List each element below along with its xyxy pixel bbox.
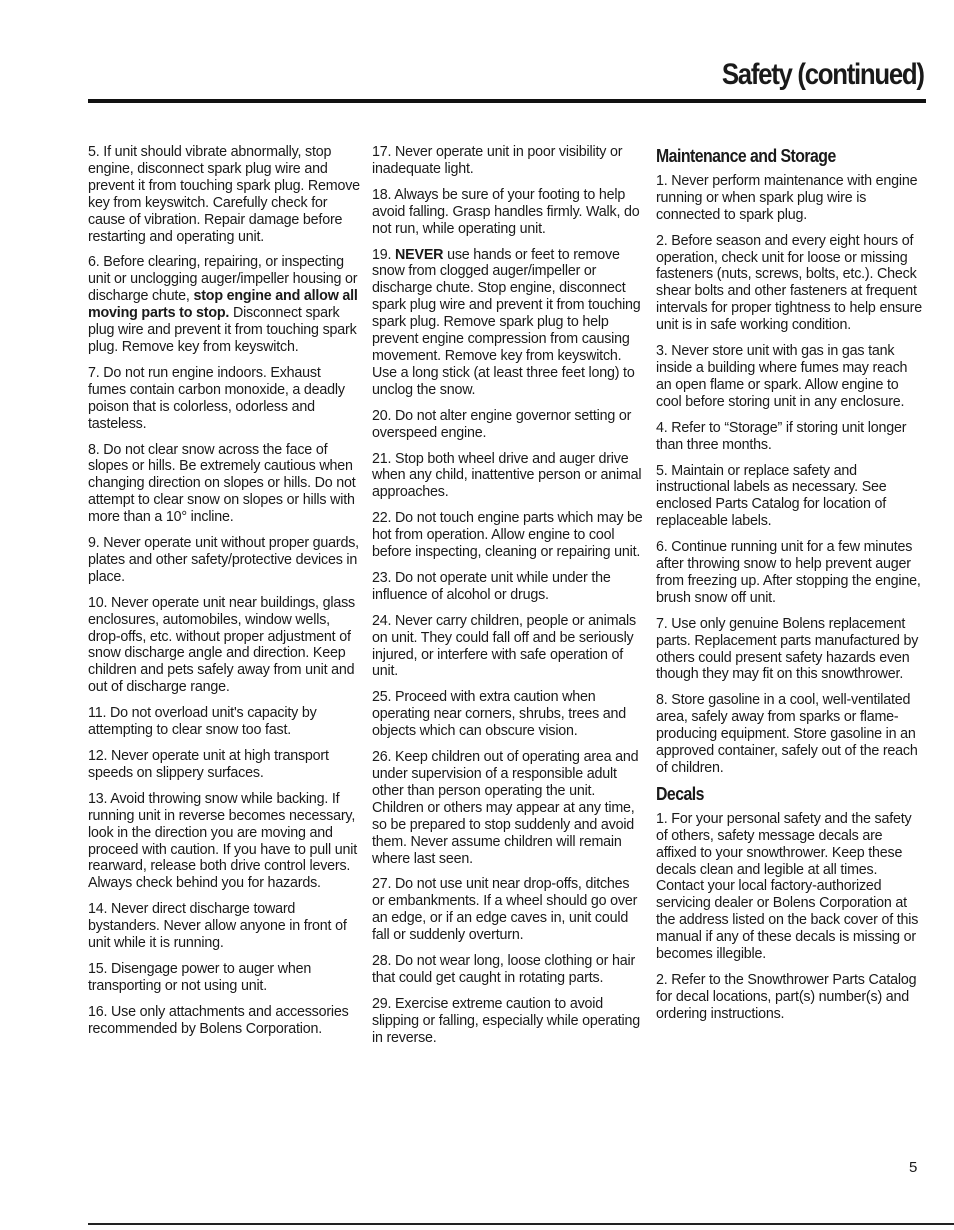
safety-item-14: 14. Never direct discharge toward bystanders. Never allow anyone in front of unit while it is running. [88,901,347,952]
maintenance-item-6: 6. Continue running unit for a few minutes after throwing snow to help prevent auger from freezing up. After stopping the engine, brush snow off unit. [656,539,921,606]
safety-item-8: 8. Do not clear snow across the face of slopes or hills. Be extremely cautious when changing direction on slopes or hills. Do not attempt to clear snow on slopes or hills with more than a 10° incline. [88,441,356,526]
safety-item-23: 23. Do not operate unit while under the influence of alcohol or drugs. [372,569,611,603]
maintenance-item-2: 2. Before season and every eight hours of operation, check unit for loose or missing fasteners (nuts, screws, bolts, etc.). Check shear bolts and other fasteners at frequent intervals for proper tightness to help ensure unit is in safe working condition. [656,232,922,334]
maintenance-item-4: 4. Refer to “Storage” if storing unit longer than three months. [656,419,907,453]
maintenance-item-7: 7. Use only genuine Bolens replacement parts. Replacement parts manufactured by others could present safety hazards even though they may fit on this snowthrower. [656,615,919,683]
decals-heading: Decals [656,783,704,804]
maintenance-item-5: 5. Maintain or replace safety and instructional labels as necessary. See enclosed Parts Catalog for location of replaceable labels. [656,462,887,530]
page-title: Safety (continued) [722,58,924,91]
safety-item-28: 28. Do not wear long, loose clothing or hair that could get caught in rotating parts. [372,953,636,986]
safety-item-19: 19. NEVER use hands or feet to remove snow from clogged auger/impeller or discharge chute. Stop engine, disconnect spark plug wire and prevent it from touching spark plug. Remove spark plug to help prevent engine compression from causing movement. Remove key from keyswitch. Use a long stick (at least three feet long) to unclog the snow. [372,246,641,398]
column-2 [372,144,644,1056]
safety-item-5: 5. If unit should vibrate abnormally, stop engine, disconnect spark plug wire and prevent it from touching spark plug. Remove key from keyswitch. Carefully check for cause of vibration. Repair damage before restarting and operating unit. [88,144,360,245]
decals-item-2: 2. Refer to the Snowthrower Parts Catalog for decal locations, part(s) number(s) and ordering instructions. [656,971,917,1022]
safety-item-20: 20. Do not alter engine governor setting or overspeed engine. [372,407,632,441]
safety-item-6: 6. Before clearing, repairing, or inspecting unit or unclogging auger/impeller housing or discharge chute, stop engine and allow all moving parts to stop. Disconnect spark plug wire and prevent it from touching spark plug. Remove key from keyswitch. [88,254,358,355]
safety-item-12: 12. Never operate unit at high transport speeds on slippery surfaces. [88,748,329,781]
maintenance-heading: Maintenance and Storage [656,146,836,166]
safety-item-25: 25. Proceed with extra caution when operating near corners, shrubs, trees and objects which can obscure vision. [372,689,627,740]
safety-item-15: 15. Disengage power to auger when transporting or not using unit. [88,960,312,994]
safety-item-22: 22. Do not touch engine parts which may be hot from operation. Allow engine to cool before inspecting, cleaning or repairing unit. [372,510,643,561]
maintenance-item-1: 1. Never perform maintenance with engine running or when spark plug wire is connected to spark plug. [656,172,918,223]
safety-item-10: 10. Never operate unit near buildings, glass enclosures, automobiles, window wells, drop-offs, etc. without proper adjustment of snow discharge angle and direction. Keep children and pets safely away from unit and out of discharge range. [88,594,355,696]
safety-item-7: 7. Do not run engine indoors. Exhaust fumes contain carbon monoxide, a deadly poison that is colorless, odorless and tasteless. [88,364,345,432]
page-number: 5 [909,1159,918,1176]
safety-item-9: 9. Never operate unit without proper guards, plates and other safety/protective devices in place. [88,535,359,585]
safety-item-18: 18. Always be sure of your footing to help avoid falling. Grasp handles firmly. Walk, do not run, while operating unit. [372,186,640,237]
column-1 [88,144,360,1047]
safety-item-24: 24. Never carry children, people or animals on unit. They could fall off and be seriously injured, or interfere with safe operation of unit. [372,612,636,680]
safety-item-27: 27. Do not use unit near drop-offs, ditches or embankments. If a wheel should go over an edge, or if an edge caves in, unit could fall or suddenly overturn. [372,876,638,944]
maintenance-item-3: 3. Never store unit with gas in gas tank inside a building where fumes may reach an open flame or spark. Allow engine to cool before storing unit in any enclosure. [656,343,908,410]
safety-item-13: 13. Avoid throwing snow while backing. If running unit in reverse becomes necessary, look in the direction you are moving and proceed with caution. If you have to pull unit rearward, release both drive control levers. Always check behind you for hazards. [88,790,357,892]
maintenance-item-8: 8. Store gasoline in a cool, well-ventilated area, safely away from sparks or flame-producing equipment. Store gasoline in an approved container, safely out of the reach of children. [656,692,918,776]
safety-item-17: 17. Never operate unit in poor visibility or inadequate light. [372,144,623,177]
safety-item-29: 29. Exercise extreme caution to avoid slipping or falling, especially while operating in reverse. [372,995,640,1046]
safety-item-11: 11. Do not overload unit's capacity by attempting to clear snow too fast. [88,705,317,739]
safety-item-26: 26. Keep children out of operating area and under supervision of a responsible adult other than person operating the unit. Children or others may appear at any time, so be prepared to stop suddenly and avoid them. Never assume children will remain where last seen. [372,749,639,867]
safety-item-21: 21. Stop both wheel drive and auger drive when any child, inattentive person or animal approaches. [372,450,642,501]
header-rule [88,99,926,103]
safety-item-16: 16. Use only attachments and accessories recommended by Bolens Corporation. [88,1003,349,1037]
column-3 [656,148,926,1032]
decals-item-1: 1. For your personal safety and the safety of others, safety message decals are affixed to your snowthrower. Keep these decals clean and legible at all times. Contact your local factory-authorized servicing dealer or Bolens Corporation at the address listed on the back cover of this manual if any of these decals is missing or becomes illegible. [656,810,919,963]
footer-rule [88,1223,954,1225]
